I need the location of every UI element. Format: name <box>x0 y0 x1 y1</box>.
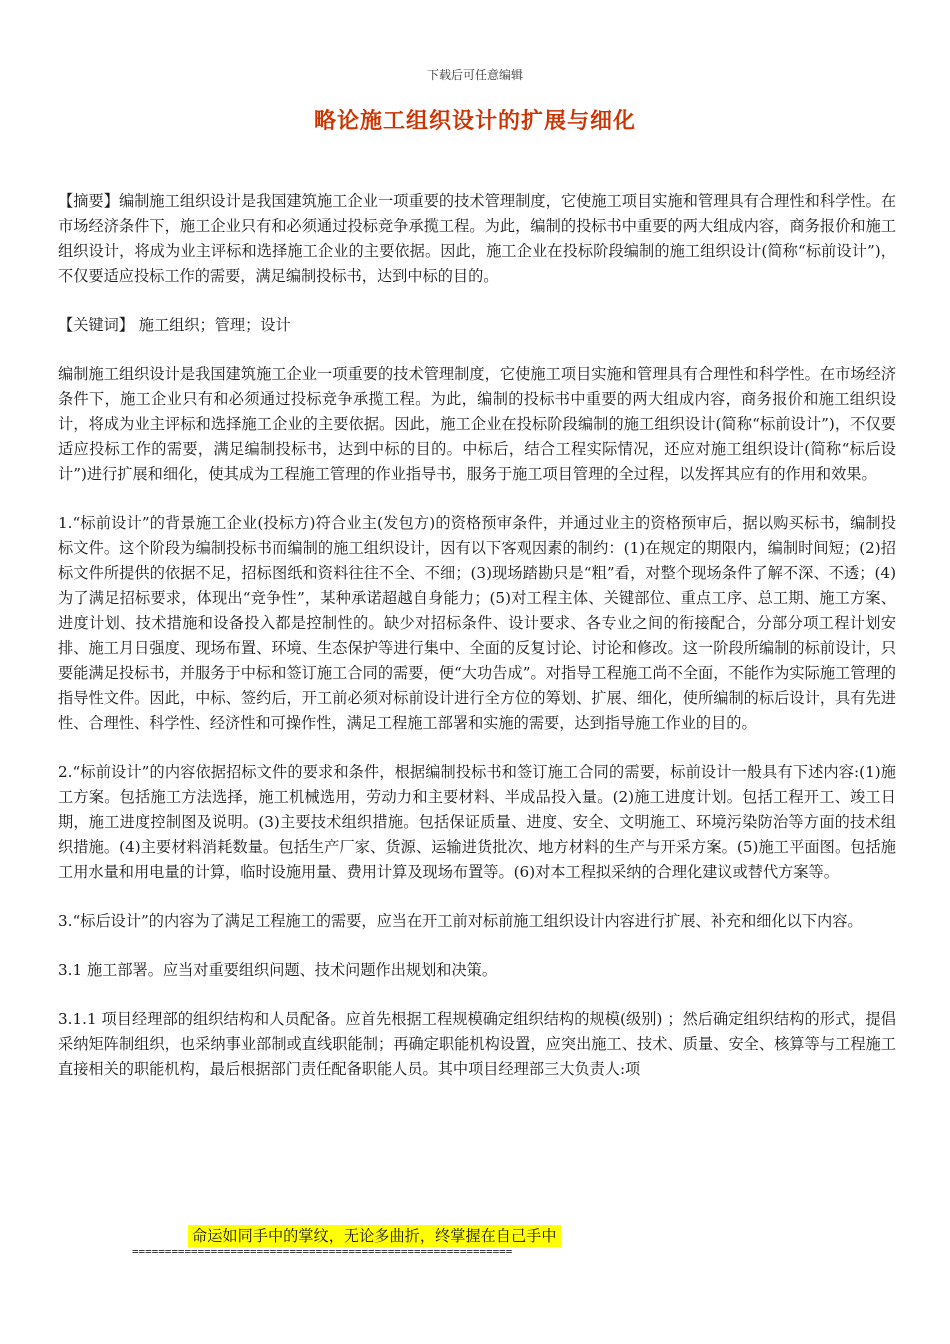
document-title: 略论施工组织设计的扩展与细化 <box>313 108 636 134</box>
footer-divider: ========================================================== <box>132 1245 513 1258</box>
body-paragraph: 3.1 施工部署。应当对重要组织问题、技术问题作出规划和决策。 <box>58 961 498 979</box>
body-paragraph: 2.“标前设计”的内容依据招标文件的要求和条件，根据编制投标书和签订施工合同的需要，标前设计一般具有下述内容:(1)施工方案。包括施工方法选择，施工机械选用，劳动力和主要材料、半成品投入量。(2)施工进度计划。包括工程开工、竣工日期，施工进度控制图及说明。(3)主要技术组织措施。包括保证质量、进度、安全、文明施工、环境污染防治等方面的技术组织措施。(4)主要材料消耗数量。包括生产厂家、货源、运输进货批次、地方材料的生产与开采方案。(5)施工平面图。包括施工用水量和用电量的计算，临时设施用量、费用计算及现场布置等。(6)对本工程拟采纳的合理化建议或替代方案等。 <box>58 763 896 881</box>
keywords-paragraph: 【关键词】 施工组织；管理；设计 <box>58 316 291 334</box>
abstract-paragraph: 【摘要】编制施工组织设计是我国建筑施工企业一项重要的技术管理制度，它使施工项目实施和管理具有合理性和科学性。在市场经济条件下，施工企业只有和必须通过投标竞争承揽工程。为此，编制的投标书中重要的两大组成内容，商务报价和施工组织设计，将成为业主评标和选择施工企业的主要依据。因此，施工企业在投标阶段编制的施工组织设计(简称“标前设计”)，不仅要适应投标工作的需要，满足编制投标书，达到中标的目的。 <box>58 192 896 285</box>
body-paragraph: 3.1.1 项目经理部的组织结构和人员配备。应首先根据工程规模确定组织结构的规模(级别) ；然后确定组织结构的形式，提倡采纳矩阵制组织，也采纳事业部制或直线职能制；再确定职能机构设置，应突出施工、技术、质量、安全、核算等与工程施工直接相关的职能机构，最后根据部门责任配备职能人员。其中项目经理部三大负责人:项 <box>58 1010 896 1078</box>
header-note: 下载后可任意编辑 <box>426 68 523 82</box>
body-paragraph: 3.“标后设计”的内容为了满足工程施工的需要，应当在开工前对标前施工组织设计内容进行扩展、补充和细化以下内容。 <box>58 912 863 930</box>
document-body <box>58 189 896 1106</box>
footer-motto: 命运如同手中的掌纹，无论多曲折，终掌握在自己手中 <box>188 1225 561 1247</box>
body-paragraph: 1.“标前设计”的背景施工企业(投标方)符合业主(发包方)的资格预审条件，并通过业主的资格预审后，据以购买标书，编制投标文件。这个阶段为编制投标书而编制的施工组织设计，因有以下客观因素的制约：(1)在规定的期限内，编制时间短；(2)招标文件所提供的依据不足，招标图纸和资料往往不全、不细；(3)现场踏勘只是“粗”看，对整个现场条件了解不深、不透；(4)为了满足招标要求，体现出“竞争性”，某种承诺超越自身能力；(5)对工程主体、关键部位、重点工序、总工期、施工方案、进度计划、技术措施和设备投入都是控制性的。缺少对招标条件、设计要求、各专业之间的衔接配合，分部分项工程计划安排、施工月日强度、现场布置、环境、生态保护等进行集中、全面的反复讨论、讨论和修改。这一阶段所编制的标前设计，只要能满足投标书，并服务于中标和签订施工合同的需要，便“大功告成”。对指导工程施工尚不全面，不能作为实际施工管理的指导性文件。因此，中标、签约后，开工前必须对标前设计进行全方位的筹划、扩展、细化，使所编制的标后设计，具有先进性、合理性、科学性、经济性和可操作性，满足工程施工部署和实施的需要，达到指导施工作业的目的。 <box>58 514 896 732</box>
body-paragraph: 编制施工组织设计是我国建筑施工企业一项重要的技术管理制度，它使施工项目实施和管理具有合理性和科学性。在市场经济条件下，施工企业只有和必须通过投标竞争承揽工程。为此，编制的投标书中重要的两大组成内容，商务报价和施工组织设计，将成为业主评标和选择施工企业的主要依据。因此，施工企业在投标阶段编制的施工组织设计(简称“标前设计”)，不仅要适应投标工作的需要，满足编制投标书，达到中标的目的。中标后，结合工程实际情况，还应对施工组织设计(简称“标后设计”)进行扩展和细化，使其成为工程施工管理的作业指导书，服务于施工项目管理的全过程，以发挥其应有的作用和效果。 <box>58 365 896 483</box>
